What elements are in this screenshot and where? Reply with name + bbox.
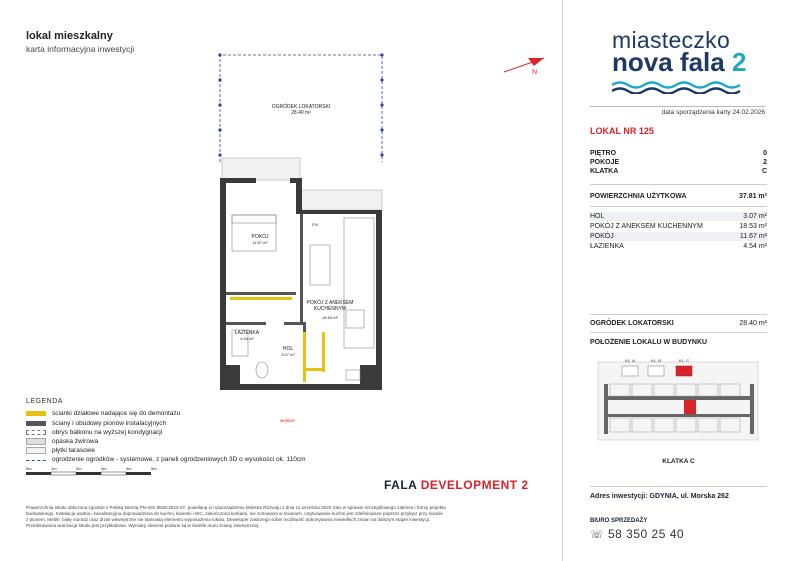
garden-label: OGRÓDEK LOKATORSKI xyxy=(271,104,331,110)
legend-swatch-dashed xyxy=(26,430,46,435)
svg-text:0m: 0m xyxy=(26,466,32,471)
room-salon-area: 18.53 m² xyxy=(322,315,338,320)
page-title: lokal mieszkalny xyxy=(26,30,113,42)
unit-highlight xyxy=(684,400,696,414)
room-lazienka-label: ŁAZIENKA xyxy=(234,330,260,336)
legend-item: ogrodzenie ogródków - systemowe, z paneli ogrodzeniowych 3D o wysokości ok. 110cm xyxy=(26,456,306,463)
room-row: HOL 3.07 m² xyxy=(590,213,767,220)
room-pokoj-label: POKÓJ xyxy=(251,234,269,240)
room-row: ŁAZIENKA 4.54 m² xyxy=(590,243,767,250)
info-row: PIĘTRO 0 xyxy=(590,150,767,157)
info-row: KLATKA C xyxy=(590,168,767,175)
svg-text:4m: 4m xyxy=(126,466,132,471)
garden-area: 28.40 m² xyxy=(291,110,311,116)
room-lazienka-area: 4.54 m² xyxy=(240,336,254,341)
fix-label: FIX xyxy=(312,222,319,227)
stairwell-b: KL. B xyxy=(651,358,661,363)
svg-text:5m: 5m xyxy=(151,466,157,471)
logo-line2: nova fala 2 xyxy=(612,47,747,77)
stairwell-a: KL. A xyxy=(625,358,635,363)
page-subtitle: karta informacyjna inwestycji xyxy=(26,44,135,54)
legend-swatch-gravel xyxy=(26,438,46,445)
phone-icon: ☏ xyxy=(590,529,604,541)
legend-item: ścianki działowe nadające się do demontażu xyxy=(26,410,180,417)
logo-line1: miasteczko xyxy=(612,27,731,53)
developer-brand: FALA DEVELOPMENT 2 xyxy=(384,478,529,492)
legend-item: obrys balkonu na wyższej kondygnacji xyxy=(26,429,162,436)
panel-divider xyxy=(562,0,563,561)
floor-plan xyxy=(200,50,410,400)
north-arrow-icon xyxy=(500,50,550,80)
garden-row: OGRÓDEK LOKATORSKI 28.40 m² xyxy=(590,320,767,327)
stairwell-c: KL. C xyxy=(678,358,690,363)
location-title: POŁOŻENIE LOKALU W BUDYNKU xyxy=(590,339,708,346)
room-row: POKÓJ Z ANEKSEM KUCHENNYM 18.53 m² xyxy=(590,223,767,230)
legend-swatch-tiles xyxy=(26,447,46,454)
svg-text:1m: 1m xyxy=(51,466,57,471)
sales-office-label: BIURO SPRZEDAŻY xyxy=(590,518,648,524)
svg-text:N: N xyxy=(532,69,538,76)
unit-number: LOKAL NR 125 xyxy=(590,126,654,136)
entry-label: wejście xyxy=(280,418,295,423)
room-row: POKÓJ 11.67 m² xyxy=(590,233,767,240)
room-hol-area: 3.07 m² xyxy=(281,352,295,357)
legend-item: płytki tarasowe xyxy=(26,447,95,454)
legend-item: opaska żwirowa xyxy=(26,438,98,445)
room-pokoj-area: 11.67 m² xyxy=(252,240,268,245)
legend-swatch-dark xyxy=(26,421,46,426)
legend-title: LEGENDA xyxy=(26,398,63,405)
scale-bar xyxy=(24,464,174,478)
room-hol-label: HOL xyxy=(282,346,294,352)
stairwell-caption: KLATKA C xyxy=(662,458,695,465)
logo-wave-icon xyxy=(612,80,742,94)
legend-swatch-fence xyxy=(26,460,46,461)
sales-phone[interactable]: 58 350 25 40 xyxy=(608,527,685,541)
info-row: POKOJE 2 xyxy=(590,159,767,166)
building-location-map xyxy=(596,354,761,454)
room-salon-label2: KUCHENNYM xyxy=(313,306,347,312)
svg-text:2m: 2m xyxy=(76,466,82,471)
legend-item: ściany i obudowy pionów instalacyjnych xyxy=(26,420,166,427)
issue-date: data sporządzenia karty 24.02.2026 xyxy=(590,106,765,116)
footnote: Powierzchnia lokalu obliczona zgodnie z Polską Normą PN-ISO 9836:2022-07, powołaną w rozporządzeniu Ministra Rozwoju z dnia 11 września 2020 roku w sprawie szczegółowego zakresu i formy projektu budowlanego. Instalacja wodna i kanalizacyjna doprowadzona do kuchni, łazienki i WC, zakończona korkami, nie schowana w ścianach. Usytuowanie kuchni jest zdefiniowane poprzez przyłącz przy ścianie z pionem. Meble, biały montaż oraz drzwi wewnętrzne nie stanowią elementu wyposażenia lokalu. Deweloper zastrzega sobie możliwość dokonywania niewielkich zmian na dalszym etapie inwestycji. Przedstawiona aranżacja lokalu jest przykładowa. Wymiary okienne podane są w świetle muru ściany zewnętrznej. xyxy=(26,505,446,528)
total-area-row: POWIERZCHNIA UŻYTKOWA 37.81 m² xyxy=(590,193,767,200)
investment-address: Adres inwestycji: GDYNIA, ul. Morska 262 xyxy=(590,493,729,500)
legend-swatch-yellow xyxy=(26,411,46,416)
room-salon-label: POKÓJ Z ANEKSEM xyxy=(306,300,354,306)
svg-text:3m: 3m xyxy=(101,466,107,471)
